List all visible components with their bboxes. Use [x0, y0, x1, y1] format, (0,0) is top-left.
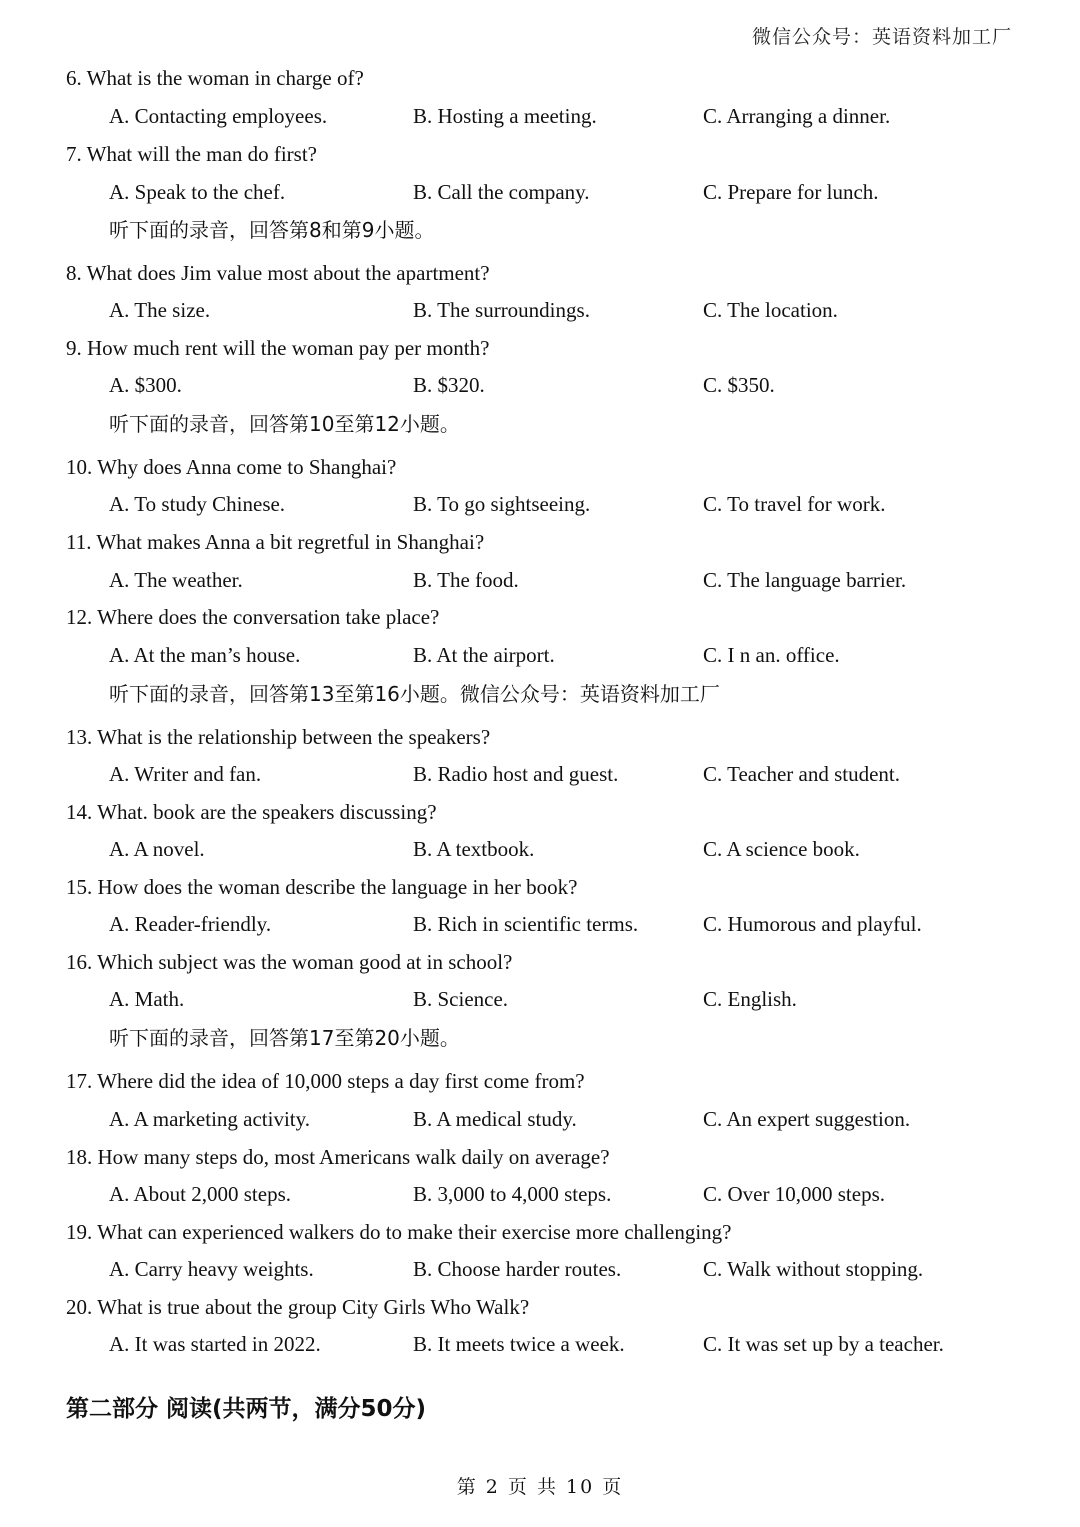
option-b: B. Radio host and guest. — [413, 762, 619, 786]
option-b: B. Call the company. — [413, 180, 590, 204]
option-a: A. The size. — [109, 298, 211, 322]
option-a: A. Reader-friendly. — [109, 912, 272, 936]
option-c: C. A science book. — [703, 837, 860, 861]
header-watermark: 微信公众号：英语资料加工厂 — [751, 26, 1012, 48]
option-b: B. A medical study. — [413, 1107, 577, 1131]
option-b: B. Science. — [413, 987, 509, 1011]
question-text: 15. How does the woman describe the language in her book? — [66, 875, 578, 899]
option-a: A. Carry heavy weights. — [109, 1257, 314, 1281]
question-text: 8. What does Jim value most about the apartment? — [66, 261, 490, 285]
option-b: B. $320. — [413, 373, 485, 397]
option-b: B. Choose harder routes. — [413, 1257, 622, 1281]
question-text: 20. What is true about the group City Girls Who Walk? — [66, 1295, 530, 1319]
option-b: B. A textbook. — [413, 837, 535, 861]
option-a: A. About 2,000 steps. — [109, 1182, 292, 1206]
option-a: A. Speak to the chef. — [109, 180, 286, 204]
section-title: 第二部分 阅读(共两节，满分50分) — [66, 1396, 427, 1422]
option-c: C. The language barrier. — [703, 568, 907, 592]
option-a: A. A novel. — [109, 837, 205, 861]
question-text: 11. What makes Anna a bit regretful in Shanghai? — [66, 530, 485, 554]
listening-instruction: 听下面的录音，回答第8和第9小题。 — [109, 218, 435, 242]
option-b: B. Rich in scientific terms. — [413, 912, 639, 936]
option-c: C. To travel for work. — [703, 492, 886, 516]
question-text: 12. Where does the conversation take place? — [66, 605, 440, 629]
listening-instruction: 听下面的录音，回答第10至第12小题。 — [109, 412, 460, 436]
option-c: C. Over 10,000 steps. — [703, 1182, 885, 1206]
option-c: C. English. — [703, 987, 797, 1011]
option-b: B. Hosting a meeting. — [413, 104, 597, 128]
option-b: B. The food. — [413, 568, 519, 592]
question-text: 6. What is the woman in charge of? — [66, 66, 364, 90]
option-c: C. Walk without stopping. — [703, 1257, 924, 1281]
question-text: 10. Why does Anna come to Shanghai? — [66, 455, 397, 479]
option-a: A. Writer and fan. — [109, 762, 262, 786]
question-text: 17. Where did the idea of 10,000 steps a day first come from? — [66, 1069, 585, 1093]
option-a: A. To study Chinese. — [109, 492, 286, 516]
option-b: B. 3,000 to 4,000 steps. — [413, 1182, 612, 1206]
question-text: 19. What can experienced walkers do to make their exercise more challenging? — [66, 1220, 732, 1244]
question-text: 14. What. book are the speakers discussing? — [66, 800, 437, 824]
option-c: C. Arranging a dinner. — [703, 104, 891, 128]
question-text: 16. Which subject was the woman good at in school? — [66, 950, 513, 974]
option-a: A. It was started in 2022. — [109, 1332, 321, 1356]
option-c: C. Humorous and playful. — [703, 912, 922, 936]
question-text: 7. What will the man do first? — [66, 142, 317, 166]
option-c: C. It was set up by a teacher. — [703, 1332, 944, 1356]
listening-instruction: 听下面的录音，回答第13至第16小题。微信公众号：英语资料加工厂 — [109, 682, 720, 706]
page-footer: 第 2 页 共 10 页 — [456, 1476, 624, 1498]
option-c: C. I n an. office. — [703, 643, 840, 667]
option-c: C. $350. — [703, 373, 775, 397]
option-b: B. To go sightseeing. — [413, 492, 591, 516]
option-a: A. $300. — [109, 373, 182, 397]
option-b: B. It meets twice a week. — [413, 1332, 625, 1356]
option-c: C. The location. — [703, 298, 838, 322]
option-a: A. Contacting employees. — [109, 104, 328, 128]
question-text: 9. How much rent will the woman pay per month? — [66, 336, 490, 360]
option-c: C. Prepare for lunch. — [703, 180, 879, 204]
option-b: B. The surroundings. — [413, 298, 590, 322]
question-text: 13. What is the relationship between the speakers? — [66, 725, 491, 749]
listening-instruction: 听下面的录音，回答第17至第20小题。 — [109, 1026, 460, 1050]
option-a: A. At the man’s house. — [109, 643, 301, 667]
question-text: 18. How many steps do, most Americans walk daily on average? — [66, 1145, 610, 1169]
option-c: C. Teacher and student. — [703, 762, 900, 786]
option-a: A. Math. — [109, 987, 185, 1011]
option-a: A. The weather. — [109, 568, 243, 592]
option-b: B. At the airport. — [413, 643, 555, 667]
option-c: C. An expert suggestion. — [703, 1107, 911, 1131]
option-a: A. A marketing activity. — [109, 1107, 311, 1131]
